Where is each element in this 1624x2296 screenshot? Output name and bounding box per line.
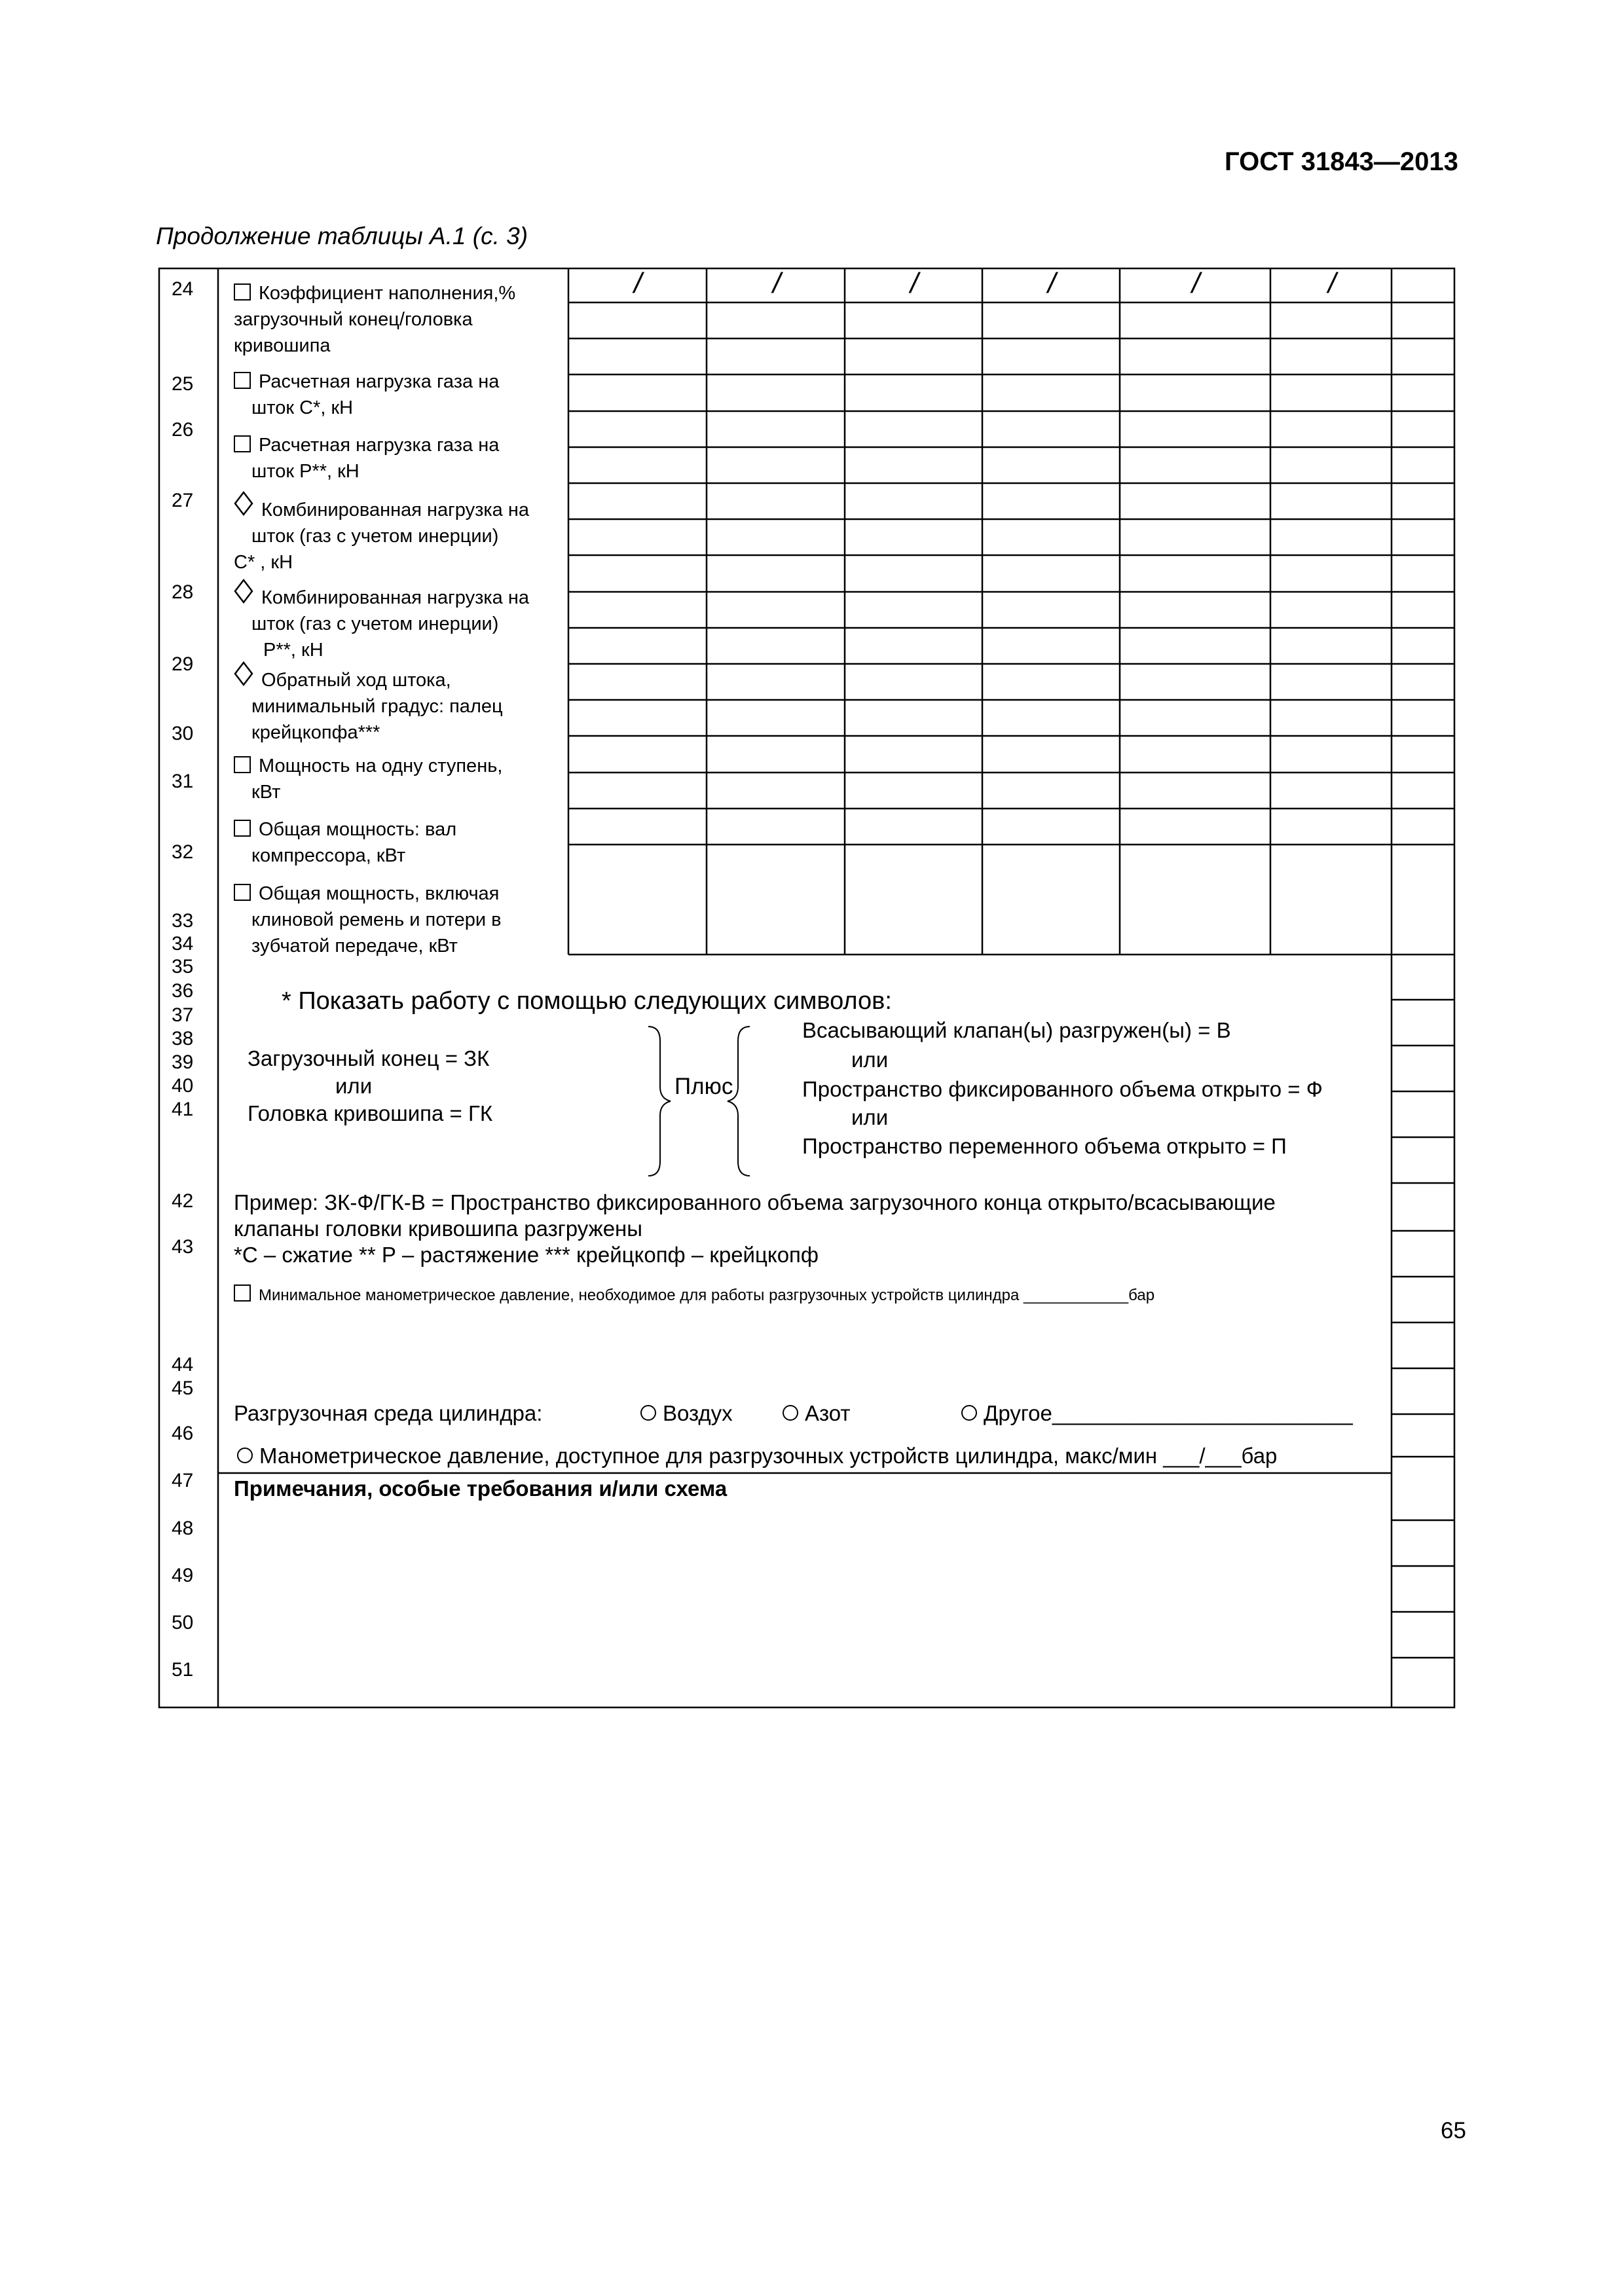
legend-plus: Плюс — [674, 1074, 733, 1099]
ratio-slash: / — [1328, 267, 1337, 299]
row-number: 35 — [172, 956, 194, 977]
item-label: загрузочный конец/головка — [234, 309, 473, 330]
ratio-slash: / — [910, 267, 919, 299]
item-label: Расчетная нагрузка газа на — [259, 435, 500, 456]
checkbox-icon — [234, 372, 251, 389]
unload-option-nitrogen[interactable] — [783, 1401, 851, 1426]
legend-left-2: или — [335, 1074, 373, 1098]
item-label: Комбинированная нагрузка на — [261, 500, 530, 520]
row-number: 46 — [172, 1423, 194, 1444]
item-24 — [234, 280, 515, 359]
row-number: 25 — [172, 373, 194, 395]
legend-title: * Показать работу с помощью следующих символов: — [282, 987, 892, 1015]
row-number: 41 — [172, 1099, 194, 1120]
row-number: 38 — [172, 1028, 194, 1049]
checkbox-icon — [234, 756, 251, 773]
radio-icon[interactable] — [237, 1448, 253, 1463]
radio-icon[interactable] — [783, 1405, 798, 1421]
row-number: 34 — [172, 933, 194, 955]
item-30 — [234, 753, 502, 805]
diamond-icon — [234, 661, 253, 686]
row-number: 32 — [172, 841, 194, 863]
row-number: 31 — [172, 771, 194, 792]
item-label: крейцкопфа*** — [251, 722, 380, 743]
row-number: 44 — [172, 1354, 194, 1376]
row-number: 40 — [172, 1075, 194, 1097]
row-number: 36 — [172, 980, 194, 1002]
item-label: Расчетная нагрузка газа на — [259, 371, 500, 392]
item-label: шток (газ с учетом инерции) — [251, 526, 499, 547]
legend-right-2: или — [851, 1048, 889, 1072]
item-label: зубчатой передаче, кВт — [251, 936, 458, 957]
unload-label: Разгрузочная среда цилиндра: — [234, 1401, 543, 1425]
example-line-2: клапаны головки кривошипа разгружены — [234, 1216, 643, 1241]
diamond-icon — [234, 579, 253, 604]
legend-right-4: или — [851, 1105, 889, 1129]
checkbox-icon — [234, 1285, 251, 1302]
row-number: 28 — [172, 581, 194, 603]
checkbox-icon — [234, 884, 251, 901]
row-number: 27 — [172, 490, 194, 511]
page-number: 65 — [1441, 2118, 1466, 2143]
item-28 — [234, 579, 529, 663]
unload-option-other[interactable] — [961, 1401, 1353, 1426]
item-label: минимальный градус: палец — [251, 696, 503, 717]
example-line-3: *С – сжатие ** Р – растяжение *** крейцкопф – крейцкопф — [234, 1243, 819, 1267]
row-number: 51 — [172, 1659, 194, 1681]
row-number: 50 — [172, 1612, 194, 1633]
item-label: шток Р**, кН — [251, 461, 360, 482]
min-pressure-text: Минимальное манометрическое давление, необходимое для работы разгрузочных устройств цилиндра ____________бар — [259, 1286, 1155, 1304]
ratio-slash: / — [634, 267, 642, 299]
example-line-1: Пример: ЗК-Ф/ГК-В = Пространство фиксированного объема загрузочного конца открыто/всасывающие — [234, 1190, 1276, 1214]
row-number: 29 — [172, 653, 194, 675]
item-label: клиновой ремень и потери в — [251, 909, 502, 930]
legend-right-3: Пространство фиксированного объема открыто = Ф — [802, 1077, 1323, 1101]
row-number: 45 — [172, 1377, 194, 1399]
row-number: 48 — [172, 1518, 194, 1539]
row-number: 47 — [172, 1470, 194, 1491]
row-number: 42 — [172, 1190, 194, 1212]
item-31 — [234, 816, 456, 869]
row-number: 49 — [172, 1565, 194, 1586]
unload-option-air[interactable] — [640, 1401, 733, 1426]
item-26 — [234, 432, 499, 484]
legend-left-1: Загрузочный конец = ЗК — [248, 1046, 490, 1070]
row-number: 30 — [172, 723, 194, 744]
notes-heading: Примечания, особые требования и/или схема — [234, 1476, 728, 1501]
checkbox-icon — [234, 820, 251, 837]
row-number: 33 — [172, 910, 194, 932]
gauge-pressure-row — [237, 1444, 1277, 1468]
item-label: Р**, кН — [263, 640, 323, 661]
table-caption: Продолжение таблицы А.1 (с. 3) — [156, 223, 528, 249]
ratio-slash: / — [1192, 267, 1200, 299]
row-number: 39 — [172, 1051, 194, 1073]
checkbox-icon — [234, 283, 251, 301]
radio-icon[interactable] — [961, 1405, 977, 1421]
item-label: Коэффициент наполнения,% — [259, 283, 516, 304]
item-32 — [234, 881, 502, 959]
unload-option-label: Воздух — [663, 1401, 733, 1425]
unload-option-label: Азот — [805, 1401, 851, 1425]
diamond-icon — [234, 491, 253, 516]
item-label: шток (газ с учетом инерции) — [251, 613, 499, 634]
row-number: 24 — [172, 278, 194, 300]
item-label: шток С*, кН — [251, 397, 354, 418]
item-27 — [234, 491, 529, 575]
legend-left-3: Головка кривошипа = ГК — [248, 1101, 493, 1125]
item-label: кВт — [251, 782, 281, 803]
item-label: Комбинированная нагрузка на — [261, 587, 530, 608]
item-label: компрессора, кВт — [251, 845, 406, 866]
gauge-pressure-text: Манометрическое давление, доступное для разгрузочных устройств цилиндра, макс/мин ___/___бар — [259, 1444, 1278, 1468]
row-number: 26 — [172, 419, 194, 441]
item-25 — [234, 369, 499, 421]
row-number: 37 — [172, 1004, 194, 1026]
standard-code: ГОСТ 31843—2013 — [1225, 147, 1458, 176]
row-number: 43 — [172, 1236, 194, 1258]
radio-icon[interactable] — [640, 1405, 656, 1421]
legend-right-5: Пространство переменного объема открыто = П — [802, 1134, 1287, 1158]
item-label: кривошипа — [234, 335, 331, 356]
checkbox-icon — [234, 435, 251, 452]
item-label: Мощность на одну ступень, — [259, 756, 503, 776]
item-label: Общая мощность: вал — [259, 819, 457, 840]
legend-right-1: Всасывающий клапан(ы) разгружен(ы) = В — [802, 1018, 1231, 1042]
min-pressure-row — [234, 1285, 1154, 1305]
ratio-slash: / — [1048, 267, 1056, 299]
item-label: Обратный ход штока, — [261, 670, 451, 691]
ratio-slash: / — [773, 267, 781, 299]
item-29 — [234, 661, 503, 746]
item-label: С* , кН — [234, 552, 293, 573]
unload-option-label: Другое_________________________ — [984, 1401, 1353, 1425]
item-label: Общая мощность, включая — [259, 883, 500, 904]
